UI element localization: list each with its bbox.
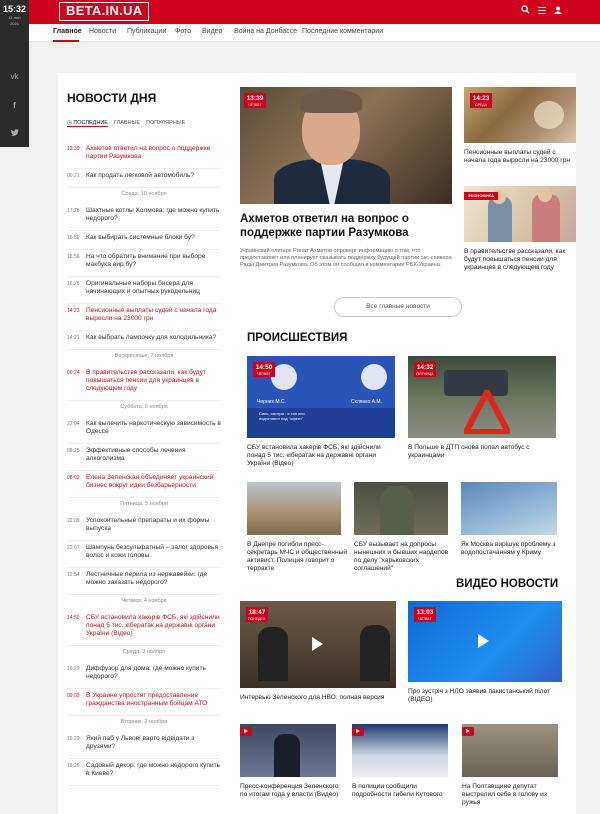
- feed-item[interactable]: [67, 253, 221, 277]
- video-image-gun[interactable]: [462, 724, 558, 777]
- feed-item[interactable]: [67, 447, 221, 471]
- date-divider: Среда, 10 ноября: [121, 191, 167, 197]
- feed-item[interactable]: [67, 307, 221, 331]
- feed-item-text[interactable]: Эффективные способы лечения алкоголизма: [86, 447, 186, 462]
- lead-image[interactable]: [240, 87, 452, 204]
- feed-item[interactable]: [67, 172, 221, 188]
- feed-item-time: 14:23: [67, 308, 80, 314]
- youtube-icon: [352, 727, 364, 736]
- feed-item-text[interactable]: Шампунь безсульфатный – залог здоровья волос и кожи головы: [86, 544, 219, 559]
- tab-latest[interactable]: ◷ ПОСЛЕДНИЕ: [67, 120, 108, 126]
- feed-item-text[interactable]: Садовый декор: где можно недорого купить в Киеве?: [86, 762, 221, 777]
- incident-title-1[interactable]: СБУ встановила хакерів ФСБ, які здійснили понад 5 тис. кібератак на державні органи України (Відео): [247, 444, 381, 467]
- feed-item-time: 22:09: [67, 518, 80, 524]
- clock-date: 11 лип 2021: [8, 15, 21, 26]
- youtube-icon: [240, 727, 252, 736]
- feed-item-time: 08:02: [67, 475, 80, 481]
- clock: [0, 4, 29, 27]
- feed-item[interactable]: [67, 517, 221, 541]
- side-title-2[interactable]: В правительстве рассказали, как будут повышаться пенсии для украинцев в следующем году: [464, 248, 566, 271]
- play-icon[interactable]: [312, 637, 323, 651]
- video-image-press[interactable]: [240, 724, 336, 777]
- feed-item-text[interactable]: Диффузор для дома: где можно купить недорого?: [86, 665, 206, 680]
- feed-item-text[interactable]: Ахметов ответил на вопрос о поддержке партии Разумкова: [86, 145, 211, 160]
- feed-item-time: 16:29: [67, 666, 80, 672]
- incidents-title: ПРОИСШЕСТВИЯ: [247, 332, 348, 344]
- incident-small-2[interactable]: СБУ вызывает на допросы нынешних и бывших нардепов по делу "харьковских соглашений": [354, 541, 449, 572]
- tab-popular[interactable]: ПОПУЛЯРНЫЕ: [146, 120, 186, 126]
- side-time-badge: 14:23 СРЕДА: [470, 93, 492, 108]
- feed-item[interactable]: [67, 207, 221, 231]
- menu-icon[interactable]: [538, 5, 546, 19]
- date-divider: Воскресенье, 7 ноября: [114, 353, 174, 359]
- feed-item[interactable]: [67, 369, 221, 401]
- feed-item-text[interactable]: Шахтные котлы Холмова: где можно купить недорого?: [86, 207, 220, 222]
- sbu-chat-text: Сань, смотри - я тан оло подготовил под "офент".: [259, 411, 305, 421]
- side-title-1[interactable]: Пенсионные выплаты судей с начала года выросли на 23000 грн: [464, 149, 570, 164]
- feed-item-text[interactable]: Как продать легковой автомобиль?: [86, 172, 195, 179]
- incident-image-sbu-soldier[interactable]: [354, 482, 448, 535]
- feed-item-text[interactable]: Елена Зеленская объединяет украинский бизнес вокруг идеи безбарьерности: [86, 474, 214, 489]
- feed-item-text[interactable]: Как вылечить наркотическую зависимость в Одессе: [86, 420, 221, 435]
- top-bar: [0, 0, 600, 24]
- feed-item[interactable]: [67, 735, 221, 759]
- feed-item[interactable]: [67, 234, 221, 250]
- video-title-1[interactable]: Интервью Зеленского для НВО: полная версия: [240, 694, 385, 701]
- feed-item-time: 16:59: [67, 235, 80, 241]
- feed-item[interactable]: [67, 420, 221, 444]
- date-divider: Суббота, 6 ноября: [120, 404, 168, 410]
- left-sidebar: [0, 0, 29, 147]
- feed-item-text[interactable]: Оригинальные наборы бисера для начинающих и опытных рукодельниц: [86, 280, 200, 295]
- date-divider: Четверг, 4 ноября: [121, 598, 167, 604]
- feed-item-time: 17:28: [67, 208, 80, 214]
- facebook-icon[interactable]: f: [13, 101, 16, 110]
- search-icon[interactable]: [521, 5, 530, 19]
- nav-photo[interactable]: Фото: [175, 28, 192, 35]
- incident-time-badge-2: 14:32 ПЯТНИЦА: [414, 362, 436, 377]
- feed-item[interactable]: [67, 665, 221, 689]
- all-main-news-button[interactable]: Все главные новости: [334, 297, 462, 317]
- news-day-title: НОВОСТИ ДНЯ: [67, 91, 157, 105]
- feed-item-text[interactable]: В Украине упростят предоставление гражданства иностранным бойцам АТО: [86, 692, 208, 707]
- feed-item-time: 16:29: [67, 736, 80, 742]
- feed-item[interactable]: [67, 334, 221, 350]
- video-image-police[interactable]: [352, 724, 448, 777]
- feed-item[interactable]: [67, 544, 221, 568]
- feed-item-text[interactable]: Как выбирать системные блоки бу?: [86, 234, 195, 241]
- twitter-icon[interactable]: [0, 129, 29, 138]
- video-time-badge-2: 13:03 ЧЕТВЕГ: [414, 607, 436, 622]
- lead-title[interactable]: Ахметов ответил на вопрос о поддержке партии Разумкова: [240, 213, 409, 239]
- video-small-2[interactable]: В полиции сообщили подробности гибели Кутового: [352, 783, 443, 798]
- video-small-3[interactable]: На Полтавщине депутат выстрелил себе в голову из ружья: [462, 783, 547, 806]
- nav-main[interactable]: Главное: [53, 28, 82, 35]
- lead-time-badge: 13:39 ЧЕТВЕГ: [244, 93, 266, 108]
- date-divider: Среда, 3 ноября: [122, 649, 166, 655]
- feed-item-time: 22:07: [67, 545, 80, 551]
- user-icon[interactable]: [554, 5, 562, 19]
- feed-item-text[interactable]: Який паб у Львові варто відвідати з друзями?: [86, 735, 195, 750]
- economy-badge: ЭКОНОМИКА: [464, 192, 498, 200]
- feed-item-time: 00:24: [67, 370, 80, 376]
- feed-item[interactable]: [67, 145, 221, 169]
- incident-image-dnipro[interactable]: [247, 482, 341, 535]
- feed-item[interactable]: [67, 762, 221, 786]
- feed-item[interactable]: [67, 614, 221, 646]
- video-title-2[interactable]: Про зустріч з НЛО заявив пакистанський пілот (ВІДЕО): [408, 688, 551, 703]
- feed-item-text[interactable]: Успокоительные препараты и их формы выпуска: [86, 517, 210, 532]
- feed-item-time: 14:21: [67, 335, 80, 341]
- play-icon[interactable]: [478, 634, 489, 648]
- date-divider: Вторник, 2 ноября: [120, 719, 168, 725]
- main-nav: [29, 24, 600, 42]
- feed-item-time: 09:03: [67, 693, 80, 699]
- feed-item-time: 13:39: [67, 146, 80, 152]
- feed-item[interactable]: [67, 571, 221, 595]
- feed-item-time: 14:50: [67, 615, 80, 621]
- nav-publications[interactable]: Публикации: [127, 28, 167, 35]
- video-time-badge-1: 18:47 ПОНЕДЕЛ.: [247, 609, 267, 621]
- lead-image-hair: [300, 89, 362, 113]
- feed-item-text[interactable]: В правительстве рассказали, как будут повышаться пенсии для украинцев в следующем году: [86, 369, 206, 392]
- feed-item-time: 22:04: [67, 421, 80, 427]
- nav-video[interactable]: Видео: [202, 28, 223, 35]
- incident-time-badge-1: 14:50 ЧЕТВЕГ: [253, 362, 275, 377]
- feed-item-time: 12:54: [67, 572, 80, 578]
- date-divider: Пятница, 5 ноября: [120, 501, 168, 507]
- nav-comments[interactable]: Последние комментарии: [302, 28, 384, 35]
- nav-news[interactable]: Новости: [89, 28, 117, 35]
- feed-item-text[interactable]: Пенсионные выплаты судей с начала года выросли на 23000 грн: [86, 307, 217, 322]
- lead-text: Украинский олигарх Ринат Ахметов опроверг информацию о том, что предоставляет или планирует оказывать поддержку будущей партии экс-спикера Рады Дмитрия Разумкова. Об этом он сообщил в комментарии РБК-Украина.: [240, 248, 452, 268]
- feed-item-time: 16:26: [67, 281, 80, 287]
- nav-active-indicator: [53, 40, 79, 42]
- feed-item-text[interactable]: СБУ встановила хакерів ФСБ, які здійснили понад 5 тис. кібератак на державні органи України (Відео): [86, 614, 220, 637]
- feed-item-text[interactable]: Лестничные перила из нержавейки: где можно заказать недорого?: [86, 571, 208, 586]
- feed-item[interactable]: [67, 692, 221, 716]
- clock-time: 15:32: [2, 4, 27, 14]
- news-tabs: [67, 120, 185, 127]
- feed-item-text[interactable]: На что обратить внимание при выборе макбука аир бу?: [86, 253, 206, 268]
- incident-image-crimea[interactable]: [461, 482, 557, 535]
- feed-item-time: 08:25: [67, 448, 80, 454]
- sbu-name-1: Черних М.С.: [257, 399, 286, 405]
- feed-item-time: 16:56: [67, 254, 80, 260]
- nav-donbass[interactable]: Война на Донбассе: [234, 28, 298, 35]
- feed-item-text[interactable]: Как выбрать лампочку для холодильника?: [86, 334, 217, 341]
- site-logo[interactable]: BETA.IN.UA: [59, 2, 149, 21]
- incident-title-2[interactable]: В Польше в ДТП снова попал автобус с украинцами: [408, 444, 530, 459]
- sbu-name-2: Склянко А.М.: [351, 399, 382, 405]
- feed-item-time: 15:26: [67, 763, 80, 769]
- incident-small-1[interactable]: В Днепре погибли пресс-секретарь МЧС и общественный активист. Полиция говорит о терракте: [247, 541, 348, 572]
- video-small-1[interactable]: Пресс-конференция Зеленского по итогам года у власти (Видео): [240, 783, 339, 798]
- youtube-icon: [462, 727, 474, 736]
- vk-icon[interactable]: vk: [10, 72, 19, 81]
- video-title: ВИДЕО НОВОСТИ: [456, 578, 559, 590]
- feed-item[interactable]: [67, 280, 221, 304]
- tab-main[interactable]: ГЛАВНЫЕ: [113, 120, 141, 126]
- feed-item-time: 00:21: [67, 173, 80, 179]
- incident-small-3[interactable]: Як Москва вирішує проблему з водопостачанням у Криму: [461, 541, 556, 556]
- feed-item[interactable]: [67, 474, 221, 498]
